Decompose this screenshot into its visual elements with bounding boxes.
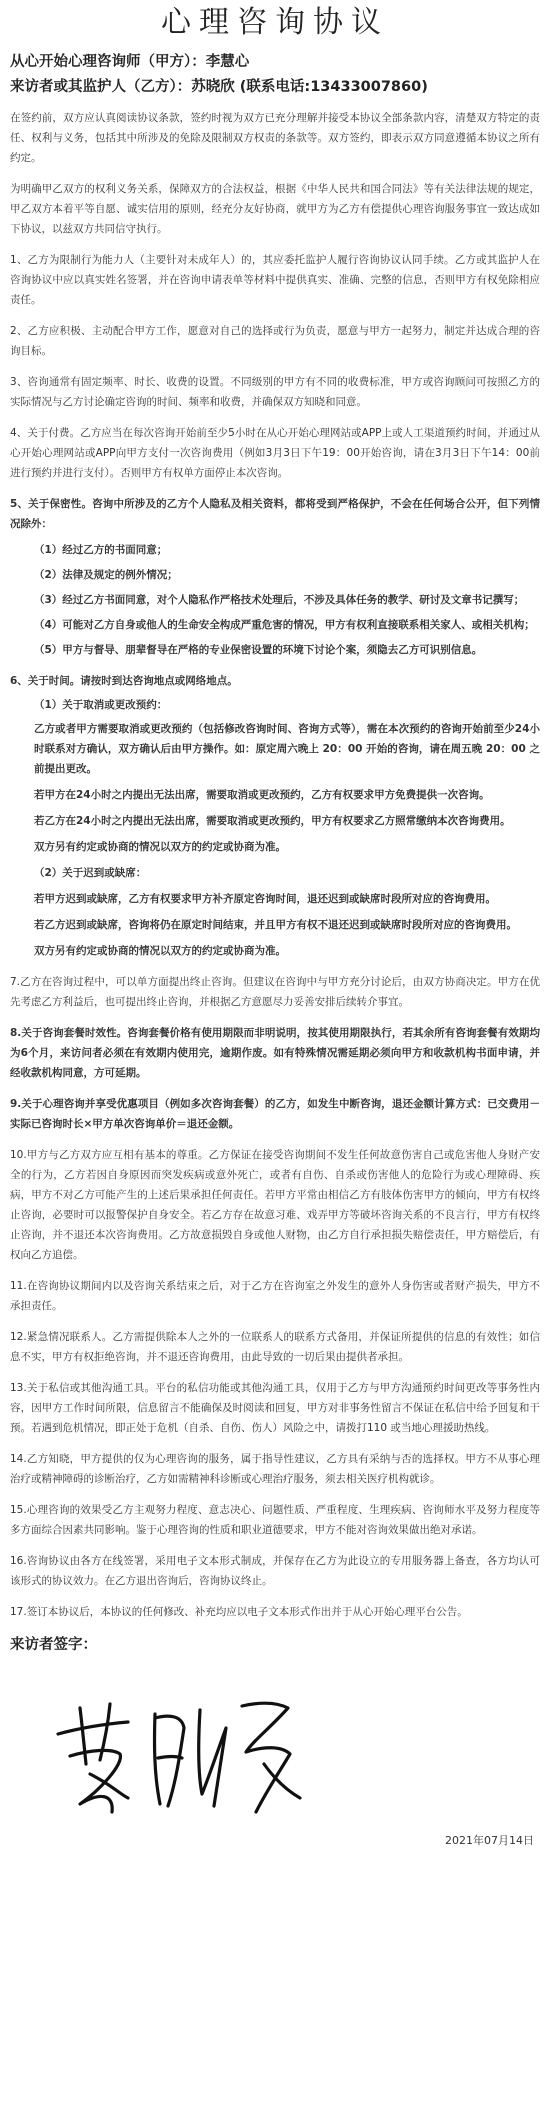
clause-7: 7.乙方在咨询过程中，可以单方面提出终止咨询。但建议在咨询中与甲方充分讨论后，由双方协商决定。甲方在优先考虑乙方利益后，也可提出终止咨询，并根据乙方意愿尽力妥善安排后续转介事宜。 [10, 976, 540, 1008]
clause-8: 8.关于咨询套餐时效性。咨询套餐价格有使用期限而非明说明，按其使用期限执行，若其余所有咨询套餐有效期均为6个月，来访问者必须在有效期内使用完，逾期作废。如有特殊情况需延期必须向甲方和收款机构书面申请，并经收款机构同意，方可延期。 [10, 1027, 540, 1079]
clause-10: 10.甲方与乙方双方应互相有基本的尊重。乙方保证在接受咨询期间不发生任何故意伤害自己或危害他人身财产安全的行为，乙方若因自身原因而突发疾病或意外死亡，或者有自伤、自杀或伤害他人的危险行为或心理障碍、疾病，甲方不对乙方可能产生的上述后果承担任何责任。若甲方平常由相信乙方有肢体伤害甲方的倾向，甲方有权终止咨询，必要时可以报警保护自身安全。若乙方存在故意习难、戏弄甲方等破坏咨询关系的不良言行，甲方有权终止咨询，并不退还本次咨询费用。乙方故意损毁自身或他人财物，由乙方自行承担损失赔偿责任，甲方赔偿后，有权向乙方追偿。 [10, 1149, 540, 1261]
clause-6-cancel-party-b: 若乙方在24小时之内提出无法出席，需要取消或更改预约，甲方有权要求乙方照常缴纳本次咨询费用。 [34, 815, 511, 827]
clause-6-sub-late: （2）关于迟到或缺席： [34, 867, 147, 879]
clause-11: 11.在咨询协议期间内以及咨询关系结束之后，对于乙方在咨询室之外发生的意外人身伤害或者财产损失，甲方不承担责任。 [10, 1280, 540, 1312]
clause-5-item: （3）经过乙方书面同意，对个人隐私作严格技术处理后，不涉及具体任务的教学、研讨及文章书记撰写； [34, 594, 525, 606]
intro-paragraph-2: 为明确甲乙双方的权利义务关系，保障双方的合法权益，根据《中华人民共和国合同法》等有关法律法规的规定，甲乙双方本着平等自愿、诚实信用的原则，经充分友好协商，就甲方为乙方有偿提供心理咨询服务事宜一致达成如下协议，以兹双方共同信守执行。 [10, 183, 540, 235]
clause-13: 13.关于私信或其他沟通工具。平台的私信功能或其他沟通工具，仅用于乙方与甲方沟通预约时间更改等事务性内容，因甲方工作时间所限，信息留言不能确保及时阅读和回复，甲方对非事务性留言不保证在私信中给予回复和干预。若遇到危机情况，即正处于危机（自杀、自伤、伤人）风险之中，请拨打110 或当地心理援助热线。 [10, 1382, 540, 1434]
party-a: 从心开始心理咨询师（甲方）：李慧心 [10, 54, 250, 70]
clause-16: 16.咨询协议由各方在线签署，采用电子文本形式制成，并保存在乙方为此设立的专用服务器上备查，各方均认可该形式的协议效力。在乙方退出咨询后，咨询协议终止。 [10, 1555, 540, 1587]
clause-6-cancel-party-a: 若甲方在24小时之内提出无法出席，需要取消或更改预约，乙方有权要求甲方免费提供一次咨询。 [34, 789, 490, 801]
handwritten-signature [50, 1694, 310, 1824]
clause-5-heading: 5、关于保密性。咨询中所涉及的乙方个人隐私及相关资料，都将受到严格保护，不会在任何场合公开，但下列情况除外： [10, 498, 540, 530]
clause-9: 9.关于心理咨询并享受优惠项目（例如多次咨询套餐）的乙方，如发生中断咨询，退还金额计算方式：已交费用－实际已咨询时长×甲方单次咨询单价＝退还金额。 [10, 1098, 540, 1130]
clause-4: 4、关于付费。乙方应当在每次咨询开始前至少5小时在从心开始心理网站或APP上或人工渠道预约时间，并通过从心开始心理网站或APP向甲方支付一次咨询费用（例如3月3日下午19：00开始咨询，请在3月3日下午14：00前进行预约并进行支付）。否则甲方有权单方面停止本次咨询。 [10, 427, 540, 479]
clause-6-cancel-rule: 乙方或者甲方需要取消或更改预约（包括修改咨询时间、咨询方式等），需在本次预约的咨询开始前至少24小时联系对方确认，双方确认后由甲方操作。如：原定周六晚上 20：00 开始的咨询，请在周五晚 20：00 之前提出更改。 [34, 723, 540, 775]
clause-2: 2、乙方应积极、主动配合甲方工作，愿意对自己的选择或行为负责，愿意与甲方一起努力，制定并达成合理的咨询目标。 [10, 325, 540, 357]
clause-3: 3、咨询通常有固定频率、时长、收费的设置。不同级别的甲方有不同的收费标准，甲方或咨询顾问可按照乙方的实际情况与乙方讨论确定咨询的时间、频率和收费，并确保双方知晓和同意。 [10, 376, 540, 408]
clause-1: 1、乙方为限制行为能力人（主要针对未成年人）的，其应委托监护人履行咨询协议认同手续。乙方或其监护人在咨询协议中应以真实姓名签署，并在咨询申请表单等材料中提供真实、准确、完整的信息，否则甲方有权免除相应责任。 [10, 254, 540, 306]
signature-area [10, 1654, 540, 1824]
party-b: 来访者或其监护人（乙方）：苏晓欣 (联系电话:13433007860) [10, 79, 428, 95]
page-title: 心理咨询协议 [161, 5, 389, 40]
signing-date: 2021年07月14日 [445, 1834, 534, 1847]
clause-5-item: （2）法律及规定的例外情况； [34, 569, 178, 581]
clause-6-late-party-a: 若甲方迟到或缺席，乙方有权要求甲方补齐原定咨询时间，退还迟到或缺席时段所对应的咨询费用。 [34, 893, 496, 905]
clause-6-late-note: 双方另有约定或协商的情况以双方的约定或协商为准。 [34, 945, 286, 957]
clause-6-late-party-b: 若乙方迟到或缺席，咨询将仍在原定时间结束，并且甲方有权不退还迟到或缺席时段所对应的咨询费用。 [34, 919, 517, 931]
clause-17: 17.签订本协议后，本协议的任何修改、补充均应以电子文本形式作出并于从心开始心理平台公告。 [10, 1606, 468, 1618]
clause-6-cancel-note: 双方另有约定或协商的情况以双方的约定或协商为准。 [34, 841, 286, 853]
signature-label: 来访者签字： [10, 1637, 97, 1653]
clause-5-item: （4）可能对乙方自身或他人的生命安全构成严重危害的情况，甲方有权利直接联系相关家人、或相关机构； [34, 619, 535, 631]
agreement-page [0, 4, 550, 1848]
clause-12: 12.紧急情况联系人。乙方需提供除本人之外的一位联系人的联系方式备用，并保证所提供的信息的有效性；如信息不实，甲方有权拒绝咨询，并不退还咨询费用，由此导致的一切后果由提供者承担。 [10, 1331, 540, 1363]
clause-15: 15.心理咨询的效果受乙方主观努力程度、意志决心、问题性质、严重程度、生理疾病、咨询师水平及努力程度等多方面综合因素共同影响。鉴于心理咨询的性质和职业道德要求，甲方不能对咨询效果做出绝对承诺。 [10, 1504, 540, 1536]
clause-5-item: （1）经过乙方的书面同意； [34, 544, 168, 556]
clause-14: 14.乙方知晓，甲方提供的仅为心理咨询的服务，属于指导性建议，乙方具有采纳与否的选择权。甲方不从事心理治疗或精神障碍的诊断治疗，乙方如需精神科诊断或心理治疗服务，须去相关医疗机构就诊。 [10, 1453, 540, 1485]
intro-paragraph-1: 在签约前，双方应认真阅读协议条款，签约时视为双方已充分理解并接受本协议全部条款内容，清楚双方特定的责任、权利与义务，包括其中所涉及的免除及限制双方权责的条款等。双方签约，即表示双方同意遵循本协议之所有约定。 [10, 112, 540, 164]
clause-6-heading: 6、关于时间。请按时到达咨询地点或网络地点。 [10, 675, 238, 687]
clause-5-item: （5）甲方与督导、朋辈督导在严格的专业保密设置的环境下讨论个案，须隐去乙方可识别信息。 [34, 644, 483, 656]
clause-6-sub-cancel: （1）关于取消或更改预约： [34, 699, 168, 711]
